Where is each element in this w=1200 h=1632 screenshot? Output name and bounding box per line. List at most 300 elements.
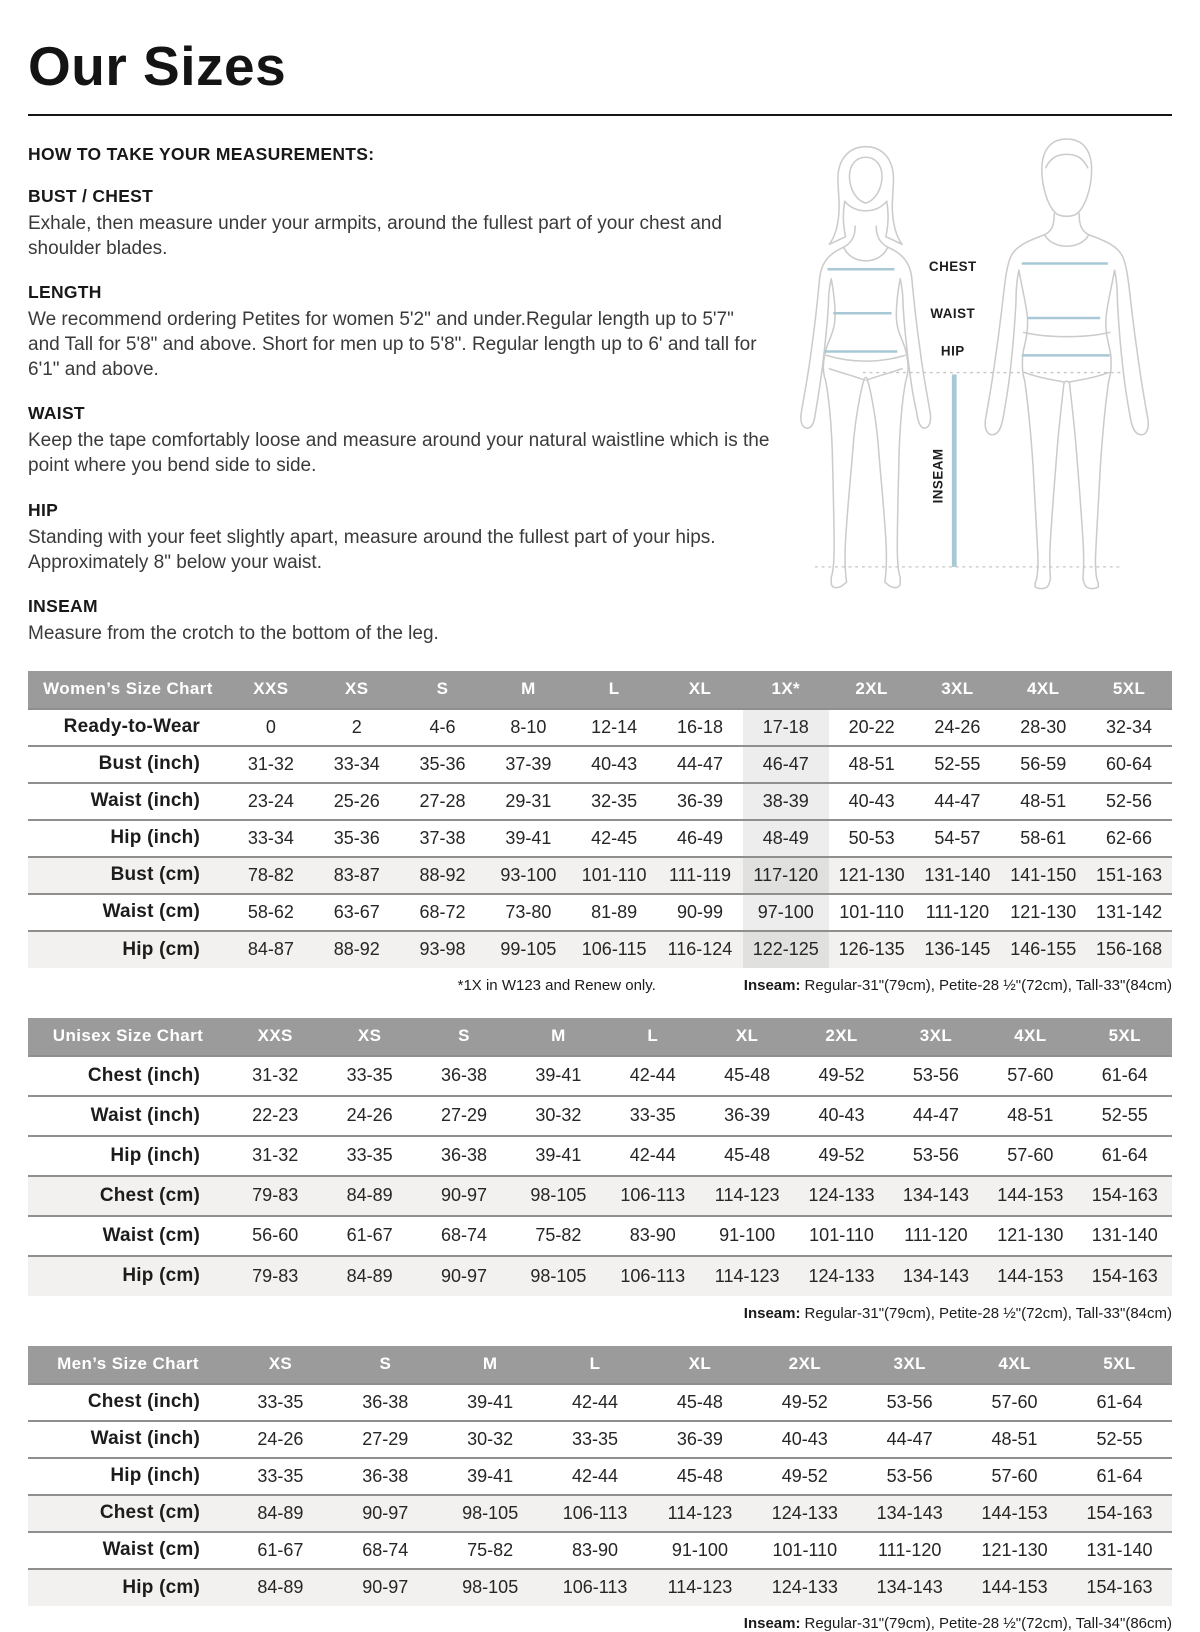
size-cell: 81-89: [591, 901, 638, 922]
woman-figure-outline: [801, 147, 931, 588]
size-cell: 61-64: [1096, 1465, 1143, 1486]
dashed-reference-lines: [815, 373, 1122, 567]
section-title-hip: HIP: [28, 499, 59, 520]
size-cell: 99-105: [500, 939, 557, 960]
size-cell: 27-28: [419, 790, 466, 811]
size-cell: 48-51: [1007, 1105, 1054, 1126]
size-cell: 111-120: [904, 1225, 968, 1246]
size-cell: 124-133: [771, 1502, 838, 1523]
size-cell: 61-64: [1101, 1065, 1148, 1086]
table-row: [28, 1495, 1172, 1532]
row-label: Chest (inch): [87, 1391, 200, 1413]
size-cell: 44-47: [676, 753, 723, 774]
size-column-header: 3XL: [889, 1018, 983, 1056]
size-cell: 98-105: [462, 1502, 519, 1523]
size-column-header: 2XL: [794, 1018, 888, 1056]
inseam-note: [744, 1305, 1172, 1322]
size-cell: 27-29: [440, 1105, 487, 1126]
size-cell: 33-35: [257, 1465, 304, 1486]
size-cell: 58-62: [247, 901, 294, 922]
section-body-bust-chest: Exhale, then measure under your armpits, around the fullest part of your chest and shoulder blades.: [28, 213, 722, 259]
size-cell: 30-32: [535, 1105, 582, 1126]
row-label: Waist (cm): [102, 1539, 200, 1561]
size-cell: 40-43: [848, 790, 895, 811]
size-cell: 63-67: [333, 901, 380, 922]
size-cell: 84-89: [257, 1577, 304, 1598]
size-cell: 33-35: [257, 1391, 304, 1412]
chest-label: CHEST: [928, 259, 977, 275]
size-cell: 37-39: [505, 753, 552, 774]
table-title: Men’s Size Chart: [28, 1346, 228, 1384]
size-chart-block: [28, 671, 1172, 994]
section-title-inseam: INSEAM: [28, 596, 98, 617]
size-cell: 39-41: [467, 1391, 514, 1412]
size-cell: 46-47: [743, 746, 829, 783]
size-cell: 97-100: [743, 894, 829, 931]
size-column-header: M: [438, 1346, 543, 1384]
size-cell: 84-89: [346, 1185, 393, 1206]
size-cell: 75-82: [467, 1539, 514, 1560]
size-cell: 48-49: [743, 820, 829, 857]
size-cell: 45-48: [724, 1065, 771, 1086]
size-cell: 124-133: [771, 1577, 838, 1598]
size-cell: 114-123: [667, 1577, 733, 1598]
size-cell: 154-163: [1091, 1265, 1158, 1286]
size-cell: 44-47: [886, 1428, 933, 1449]
size-cell: 114-123: [714, 1265, 780, 1286]
size-cell: 73-80: [505, 901, 552, 922]
table-row: [28, 1532, 1172, 1569]
size-cell: 36-39: [724, 1105, 771, 1126]
size-column-header: M: [511, 1018, 605, 1056]
size-column-header: 2XL: [829, 671, 915, 709]
size-cell: 91-100: [671, 1539, 728, 1560]
inseam-note-label: Inseam:: [743, 976, 801, 994]
size-cell: 60-64: [1106, 753, 1153, 774]
table-row: [28, 1569, 1172, 1606]
inseam-line: [952, 374, 957, 566]
size-cell: 23-24: [247, 790, 294, 811]
size-cell: 57-60: [991, 1465, 1038, 1486]
size-cell: 33-35: [572, 1428, 619, 1449]
size-column-header: XXS: [228, 671, 314, 709]
size-cell: 131-142: [1096, 901, 1163, 922]
size-cell: 151-163: [1096, 864, 1163, 885]
size-column-header: XL: [700, 1018, 794, 1056]
size-cell: 39-41: [535, 1065, 582, 1086]
size-column-header: S: [417, 1018, 511, 1056]
inseam-label: INSEAM: [930, 448, 946, 504]
size-column-header: L: [543, 1346, 648, 1384]
size-cell: 20-22: [848, 716, 895, 737]
size-cell: 134-143: [902, 1265, 969, 1286]
size-cell: 50-53: [848, 827, 895, 848]
size-cell: 126-135: [838, 939, 905, 960]
size-cell: 32-34: [1106, 716, 1153, 737]
size-cell: 53-56: [912, 1065, 959, 1086]
size-cell: 111-120: [877, 1539, 942, 1560]
section-title-bust-chest: BUST / CHEST: [28, 186, 154, 206]
table-footnote: [28, 977, 1172, 994]
size-cell: 124-133: [808, 1185, 875, 1206]
table-footnote: [28, 1305, 1172, 1322]
size-cell: 61-67: [346, 1225, 393, 1246]
size-cell: 49-52: [781, 1465, 828, 1486]
size-cell: 40-43: [781, 1428, 828, 1449]
size-cell: 83-90: [629, 1225, 676, 1246]
size-chart-block: [28, 1018, 1172, 1322]
page-title: Our Sizes: [28, 35, 287, 97]
size-cell: 44-47: [912, 1105, 959, 1126]
size-cell: 56-60: [252, 1225, 299, 1246]
size-cell: 106-113: [562, 1577, 628, 1598]
table-row: [28, 1421, 1172, 1458]
size-cell: 17-18: [743, 709, 829, 746]
table-row: [28, 1056, 1172, 1096]
row-label: Waist (cm): [102, 1224, 200, 1246]
table-row: [28, 931, 1172, 968]
size-cell: 49-52: [818, 1145, 865, 1166]
table-title: Unisex Size Chart: [28, 1018, 228, 1056]
row-label: Chest (cm): [99, 1502, 200, 1524]
size-column-header: L: [571, 671, 657, 709]
table-row: [28, 1256, 1172, 1296]
size-chart-header-row: [28, 671, 1172, 709]
size-cell: 24-26: [257, 1428, 304, 1449]
size-cell: 39-41: [467, 1465, 514, 1486]
size-cell: 141-150: [1010, 864, 1077, 885]
size-column-header: 5XL: [1067, 1346, 1172, 1384]
size-chart-table: [28, 671, 1172, 968]
size-cell: 44-47: [934, 790, 981, 811]
size-cell: 62-66: [1106, 827, 1153, 848]
size-cell: 122-125: [743, 931, 829, 968]
size-cell: 30-32: [467, 1428, 514, 1449]
inseam-note-text: Regular-31"(79cm), Petite-28 ½"(72cm), Tall-34"(86cm): [804, 1614, 1172, 1632]
size-cell: 131-140: [1091, 1225, 1158, 1246]
row-label: Waist (cm): [102, 901, 200, 923]
size-cell: 88-92: [419, 864, 466, 885]
size-cell: 101-110: [809, 1225, 874, 1246]
row-label: Bust (cm): [110, 864, 200, 886]
size-cell: 101-110: [581, 864, 647, 885]
waist-label: WAIST: [930, 306, 976, 322]
size-cell: 36-39: [676, 1428, 723, 1449]
size-column-header: XS: [314, 671, 400, 709]
size-cell: 39-41: [505, 827, 552, 848]
table-row: [28, 857, 1172, 894]
size-cell: 68-72: [419, 901, 466, 922]
size-cell: 91-100: [719, 1225, 776, 1246]
size-cell: 38-39: [743, 783, 829, 820]
size-cell: 53-56: [886, 1465, 933, 1486]
size-column-header: XXS: [228, 1018, 322, 1056]
size-cell: 33-34: [247, 827, 294, 848]
size-cell: 56-59: [1020, 753, 1067, 774]
size-cell: 98-105: [462, 1577, 519, 1598]
size-cell: 25-26: [333, 790, 380, 811]
size-cell: 36-38: [362, 1465, 409, 1486]
hip-label: HIP: [940, 343, 965, 359]
size-cell: 98-105: [530, 1185, 587, 1206]
size-column-header: XS: [322, 1018, 416, 1056]
table-row: [28, 1458, 1172, 1495]
size-cell: 124-133: [808, 1265, 875, 1286]
size-cell: 40-43: [818, 1105, 865, 1126]
size-cell: 57-60: [1007, 1065, 1054, 1086]
size-cell: 42-45: [591, 827, 638, 848]
row-label: Chest (inch): [87, 1064, 200, 1086]
size-cell: 39-41: [535, 1145, 582, 1166]
size-cell: 48-51: [991, 1428, 1038, 1449]
section-body-length: We recommend ordering Petites for women 5'2" and under.Regular length up to 5'7" and Tall for 5'8" and above. Short for men up to 5'8". Regular length up to 6' and tall for 6'1" and above.: [28, 309, 757, 380]
footnote-asterisk-note: *1X in W123 and Renew only.: [457, 976, 656, 994]
size-cell: 144-153: [997, 1185, 1064, 1206]
table-row: [28, 1136, 1172, 1176]
size-cell: 48-51: [1020, 790, 1067, 811]
size-cell: 144-153: [997, 1265, 1064, 1286]
size-cell: 114-123: [667, 1502, 733, 1523]
size-column-header: 4XL: [1000, 671, 1086, 709]
size-cell: 46-49: [676, 827, 723, 848]
size-cell: 37-38: [419, 827, 466, 848]
instructions-heading: HOW TO TAKE YOUR MEASUREMENTS:: [28, 144, 375, 164]
size-cell: 93-98: [419, 939, 466, 960]
size-cell: 111-119: [668, 864, 731, 885]
size-column-header: S: [333, 1346, 438, 1384]
row-label: Hip (cm): [122, 1265, 200, 1287]
row-label: Waist (inch): [90, 790, 200, 812]
size-cell: 33-34: [333, 753, 380, 774]
size-cell: 90-97: [362, 1502, 409, 1523]
row-label: Hip (cm): [122, 1576, 200, 1598]
size-cell: 121-130: [997, 1225, 1064, 1246]
body-outline-illustration: [770, 128, 1172, 598]
size-cell: 106-115: [581, 939, 647, 960]
size-cell: 35-36: [333, 827, 380, 848]
size-cell: 57-60: [1007, 1145, 1054, 1166]
size-cell: 61-67: [257, 1539, 304, 1560]
size-cell: 131-140: [1086, 1539, 1153, 1560]
size-chart-table: [28, 1018, 1172, 1296]
size-column-header: 5XL: [1086, 671, 1172, 709]
size-cell: 111-120: [925, 901, 990, 922]
table-title: Women’s Size Chart: [28, 671, 228, 709]
section-body-hip: Standing with your feet slightly apart, measure around the fullest part of your hips. Approximately 8" below your waist.: [28, 526, 716, 573]
size-chart-header-row: [28, 1018, 1172, 1056]
size-cell: 68-74: [440, 1225, 487, 1246]
measurement-instructions: [28, 118, 770, 647]
table-row: [28, 1096, 1172, 1136]
size-cell: 48-51: [848, 753, 895, 774]
title-divider: [28, 114, 1172, 116]
size-cell: 33-35: [346, 1145, 393, 1166]
size-column-header: 4XL: [983, 1018, 1077, 1056]
size-column-header: XL: [657, 671, 743, 709]
inseam-note: [744, 977, 1172, 994]
man-figure-outline: [985, 139, 1148, 589]
size-cell: 22-23: [252, 1105, 299, 1126]
row-label: Waist (inch): [90, 1428, 200, 1450]
size-cell: 27-29: [362, 1428, 409, 1449]
size-cell: 88-92: [333, 939, 380, 960]
size-cell: 33-35: [629, 1105, 676, 1126]
size-cell: 42-44: [629, 1145, 676, 1166]
inseam-note-text: Regular-31"(79cm), Petite-28 ½"(72cm), Tall-33"(84cm): [804, 1304, 1172, 1322]
measurement-diagram: [770, 128, 1172, 647]
table-row: [28, 1216, 1172, 1256]
size-chart-block: [28, 1346, 1172, 1632]
size-cell: 4-6: [429, 716, 456, 737]
size-cell: 98-105: [530, 1265, 587, 1286]
size-cell: 116-124: [667, 939, 733, 960]
size-column-header: 3XL: [915, 671, 1001, 709]
inseam-note: [744, 1615, 1172, 1632]
size-cell: 90-97: [362, 1577, 409, 1598]
size-cell: 45-48: [724, 1145, 771, 1166]
table-row: [28, 746, 1172, 783]
size-cell: 84-87: [247, 939, 294, 960]
size-cell: 90-99: [676, 901, 723, 922]
size-cell: 134-143: [902, 1185, 969, 1206]
size-cell: 36-38: [362, 1391, 409, 1412]
size-cell: 36-38: [440, 1065, 487, 1086]
size-cell: 106-113: [620, 1185, 686, 1206]
size-column-header: XL: [648, 1346, 753, 1384]
size-cell: 106-113: [620, 1265, 686, 1286]
size-cell: 121-130: [1010, 901, 1077, 922]
inseam-note-label: Inseam:: [743, 1614, 801, 1632]
size-cell: 35-36: [419, 753, 466, 774]
size-cell: 29-31: [505, 790, 552, 811]
size-cell: 0: [265, 716, 276, 737]
table-footnote: [28, 1615, 1172, 1632]
size-cell: 57-60: [991, 1391, 1038, 1412]
size-charts-section: [28, 671, 1172, 1632]
size-cell: 154-163: [1086, 1502, 1153, 1523]
size-cell: 79-83: [252, 1185, 299, 1206]
size-column-header: 3XL: [857, 1346, 962, 1384]
size-cell: 84-89: [257, 1502, 304, 1523]
size-column-header: XS: [228, 1346, 333, 1384]
row-label: Hip (cm): [122, 938, 200, 960]
size-cell: 40-43: [591, 753, 638, 774]
size-guide-page: [28, 34, 1172, 1632]
size-cell: 83-87: [333, 864, 380, 885]
table-row: [28, 783, 1172, 820]
size-cell: 49-52: [781, 1391, 828, 1412]
size-cell: 54-57: [934, 827, 981, 848]
inseam-note-text: Regular-31"(79cm), Petite-28 ½"(72cm), Tall-33"(84cm): [804, 976, 1172, 994]
size-cell: 134-143: [876, 1577, 943, 1598]
size-cell: 45-48: [676, 1391, 723, 1412]
row-label: Hip (inch): [110, 1465, 200, 1487]
size-column-header: 1X*: [743, 671, 829, 709]
size-cell: 53-56: [912, 1145, 959, 1166]
size-cell: 84-89: [346, 1265, 393, 1286]
size-cell: 52-55: [1096, 1428, 1143, 1449]
size-cell: 12-14: [591, 716, 638, 737]
size-cell: 117-120: [743, 857, 829, 894]
size-cell: 8-10: [510, 716, 547, 737]
size-cell: 16-18: [676, 716, 723, 737]
size-cell: 114-123: [714, 1185, 780, 1206]
size-cell: 31-32: [252, 1065, 299, 1086]
table-row: [28, 1384, 1172, 1421]
size-cell: 121-130: [838, 864, 905, 885]
inseam-note-label: Inseam:: [743, 1304, 801, 1322]
size-column-header: 5XL: [1078, 1018, 1172, 1056]
size-column-header: 2XL: [752, 1346, 857, 1384]
size-cell: 131-140: [924, 864, 991, 885]
size-cell: 36-38: [440, 1145, 487, 1166]
size-cell: 78-82: [247, 864, 294, 885]
table-row: [28, 1176, 1172, 1216]
size-cell: 36-39: [676, 790, 723, 811]
size-cell: 61-64: [1096, 1391, 1143, 1412]
size-cell: 101-110: [839, 901, 904, 922]
size-cell: 121-130: [981, 1539, 1048, 1560]
size-column-header: S: [400, 671, 486, 709]
row-label: Ready-to-Wear: [63, 716, 200, 738]
size-cell: 90-97: [440, 1265, 487, 1286]
size-cell: 83-90: [572, 1539, 619, 1560]
size-cell: 101-110: [772, 1539, 838, 1560]
table-row: [28, 709, 1172, 746]
size-cell: 24-26: [346, 1105, 393, 1126]
size-cell: 52-55: [934, 753, 981, 774]
size-cell: 45-48: [676, 1465, 723, 1486]
size-cell: 31-32: [247, 753, 294, 774]
size-cell: 154-163: [1091, 1185, 1158, 1206]
size-cell: 42-44: [572, 1465, 619, 1486]
size-chart-table: [28, 1346, 1172, 1606]
row-label: Bust (inch): [98, 753, 200, 775]
size-cell: 61-64: [1101, 1145, 1148, 1166]
size-column-header: L: [606, 1018, 700, 1056]
size-column-header: M: [485, 671, 571, 709]
row-label: Hip (inch): [110, 1144, 200, 1166]
table-row: [28, 894, 1172, 931]
size-cell: 42-44: [572, 1391, 619, 1412]
size-cell: 68-74: [362, 1539, 409, 1560]
section-title-length: LENGTH: [28, 282, 102, 303]
size-cell: 31-32: [252, 1145, 299, 1166]
size-cell: 136-145: [924, 939, 991, 960]
top-section: [28, 118, 1172, 647]
size-cell: 32-35: [591, 790, 638, 811]
size-cell: 106-113: [562, 1502, 628, 1523]
size-cell: 75-82: [535, 1225, 582, 1246]
size-column-header: 4XL: [962, 1346, 1067, 1384]
size-cell: 33-35: [346, 1065, 393, 1086]
size-cell: 52-56: [1106, 790, 1153, 811]
size-cell: 144-153: [981, 1502, 1048, 1523]
size-cell: 79-83: [252, 1265, 299, 1286]
section-body-inseam: Measure from the crotch to the bottom of the leg.: [28, 623, 439, 645]
row-label: Hip (inch): [110, 827, 200, 849]
size-cell: 93-100: [500, 864, 557, 885]
size-cell: 24-26: [934, 716, 981, 737]
size-cell: 28-30: [1020, 716, 1067, 737]
section-body-waist: Keep the tape comfortably loose and measure around your natural waistline which is the point where you bend side to side.: [28, 430, 770, 477]
size-cell: 52-55: [1101, 1105, 1148, 1126]
size-chart-header-row: [28, 1346, 1172, 1384]
size-cell: 53-56: [886, 1391, 933, 1412]
size-cell: 49-52: [818, 1065, 865, 1086]
size-cell: 156-168: [1096, 939, 1163, 960]
size-cell: 154-163: [1086, 1577, 1153, 1598]
